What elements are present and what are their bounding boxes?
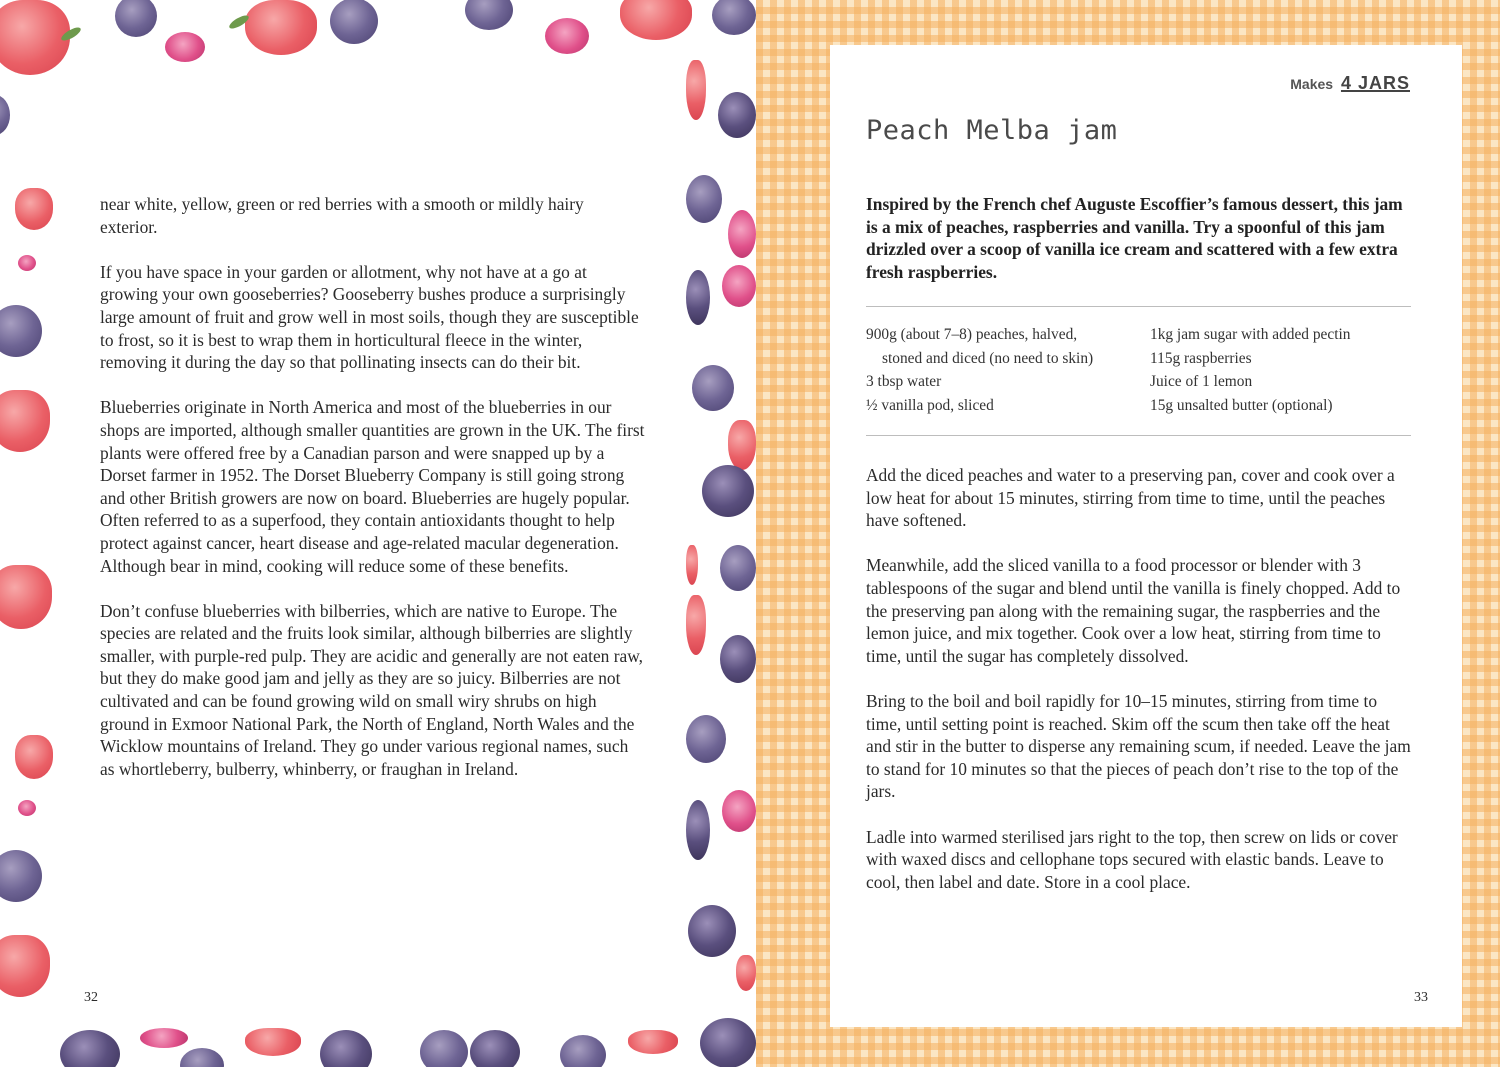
ingredient-item: stoned and diced (no need to skin) <box>882 349 1094 367</box>
ingredients-list <box>866 323 1411 417</box>
strawberry-illustration <box>0 565 52 629</box>
recipe-intro: Inspired by the French chef Auguste Escoffier’s famous dessert, this jam is a mix of peaches, raspberries and vanilla. Try a spoonful of this jam drizzled over a scoop of vanilla ice cream and scattered with a few extra fresh raspberries. <box>866 194 1403 282</box>
body-text <box>100 193 645 803</box>
blackberry-illustration <box>686 800 710 860</box>
ingredient-item: Juice of 1 lemon <box>1150 373 1253 390</box>
ingredient-item: 3 tbsp water <box>866 373 942 390</box>
yield-label <box>1290 73 1410 94</box>
raspberry-illustration <box>18 800 36 816</box>
blueberry-illustration <box>0 850 42 902</box>
strawberry-illustration <box>245 0 317 55</box>
ingredient-item: 900g (about 7–8) peaches, halved, <box>866 326 1078 343</box>
blueberry-illustration <box>420 1030 468 1067</box>
blueberry-illustration <box>115 0 157 37</box>
ingredient-item: 15g unsalted butter (optional) <box>1150 396 1333 414</box>
method-text <box>866 464 1416 916</box>
strawberry-illustration <box>686 545 698 585</box>
blueberry-illustration <box>0 95 10 135</box>
method-step: Ladle into warmed sterilised jars right to the top, then screw on lids or cover with waxed discs and cellophane tops secured with elastic bands. Leave to cool, then label and date. Store in a cool place. <box>866 826 1398 892</box>
strawberry-illustration <box>0 0 70 75</box>
ingredient-item: 1kg jam sugar with added pectin <box>1150 326 1351 343</box>
strawberry-illustration <box>0 390 50 452</box>
blackberry-illustration <box>718 92 756 138</box>
blackberry-illustration <box>702 465 754 517</box>
blueberry-illustration <box>686 715 726 763</box>
strawberry-illustration <box>628 1030 678 1054</box>
recipe-title: Peach Melba jam <box>866 115 1118 146</box>
ingredient-item: 115g raspberries <box>1150 349 1252 367</box>
strawberry-illustration <box>728 420 756 470</box>
method-step: Add the diced peaches and water to a preserving pan, cover and cook over a low heat for about 15 minutes, stirring from time to time, until the peaches have softened. <box>866 465 1395 531</box>
paragraph: Blueberries originate in North America and most of the blueberries in our shops are imported, although smaller quantities are grown in the UK. The first plants were offered free by a Canadian parson and were snapped up by a Dorset farmer in 1952. The Dorset Blueberry Company is still going strong and other British growers are now on board. Blueberries are hugely popular. Often referred to as a superfood, they contain antioxidants thought to help protect against cancer, heart disease and age-related macular degeneration. Although bear in mind, cooking will reduce some of these benefits. <box>100 397 645 576</box>
blackberry-illustration <box>60 1030 120 1067</box>
raspberry-illustration <box>728 210 756 258</box>
paragraph: near white, yellow, green or red berries with a smooth or mildly hairy exterior. <box>100 194 584 237</box>
paragraph: If you have space in your garden or allotment, why not have at a go at growing your own gooseberries? Gooseberry bushes produce a surprisingly large amount of fruit and grow well in most soils, though they are susceptible to frost, so it is best to wrap them in horticultural fleece in the winter, removing it during the day so that pollinating insects can do their bit. <box>100 261 639 373</box>
blackberry-illustration <box>688 905 736 957</box>
strawberry-illustration <box>686 595 706 655</box>
divider <box>866 306 1411 307</box>
strawberry-illustration <box>15 188 53 230</box>
blackberry-illustration <box>470 1030 520 1067</box>
strawberry-illustration <box>736 955 756 991</box>
divider <box>866 435 1411 436</box>
paragraph: Don’t confuse blueberries with bilberries, which are native to Europe. The species are related and the fruits look similar, although bilberries are slightly smaller, with purple-red pulp. They are acidic and generally are not eaten raw, but they do make good jam and jelly as they are so juicy. Bilberries are not cultivated and can be found growing wild on small wiry shrubs on high ground in Exmoor National Park, the North of England, North Wales and the Wicklow mountains of Ireland. They go under various regional names, such as whortleberry, bulberry, whinberry, or fraughan in Ireland. <box>100 600 644 779</box>
raspberry-illustration <box>722 790 756 832</box>
recipe-card <box>830 45 1462 1027</box>
blueberry-illustration <box>712 0 756 35</box>
strawberry-illustration <box>0 935 50 997</box>
strawberry-illustration <box>15 735 53 779</box>
blueberry-illustration <box>0 305 42 357</box>
method-step: Meanwhile, add the sliced vanilla to a food processor or blender with 3 tablespoons of the sugar and blend until the vanilla is finely chopped. Add to the preserving pan along with the remaining sugar, the raspberries and the lemon juice, and mix together. Cook over a low heat, stirring from time to time, until the sugar has completely dissolved. <box>866 555 1401 666</box>
raspberry-illustration <box>545 18 589 54</box>
page-number: 32 <box>84 990 98 1005</box>
strawberry-illustration <box>245 1028 301 1056</box>
blueberry-illustration <box>560 1035 606 1067</box>
blackberry-illustration <box>720 635 756 683</box>
makes-label: Makes <box>1290 76 1334 92</box>
blueberry-illustration <box>720 545 756 591</box>
raspberry-illustration <box>18 255 36 271</box>
ingredients-column <box>1150 323 1350 417</box>
raspberry-illustration <box>722 265 756 307</box>
blackberry-illustration <box>686 270 710 325</box>
strawberry-illustration <box>686 60 706 120</box>
strawberry-illustration <box>620 0 692 40</box>
ingredients-column <box>866 323 1150 417</box>
blueberry-illustration <box>692 365 734 411</box>
makes-count: 4 JARS <box>1340 73 1410 93</box>
blueberry-illustration <box>180 1048 224 1067</box>
blueberry-illustration <box>330 0 378 44</box>
ingredient-item: ½ vanilla pod, sliced <box>866 396 994 414</box>
method-step: Bring to the boil and boil rapidly for 10–15 minutes, stirring from time to time, until setting point is reached. Skim off the scum then take off the heat and stir in the butter to disperse any remaining scum, if needed. Leave the jam to stand for 10 minutes so that the pieces of peach don’t rise to the top of the jars. <box>866 690 1411 802</box>
page-number: 33 <box>1414 990 1428 1005</box>
raspberry-illustration <box>165 32 205 62</box>
blueberry-illustration <box>465 0 513 30</box>
right-page <box>756 0 1500 1067</box>
blueberry-illustration <box>686 175 722 223</box>
blackberry-illustration <box>700 1018 756 1067</box>
blackberry-illustration <box>320 1030 372 1067</box>
raspberry-illustration <box>140 1028 188 1048</box>
